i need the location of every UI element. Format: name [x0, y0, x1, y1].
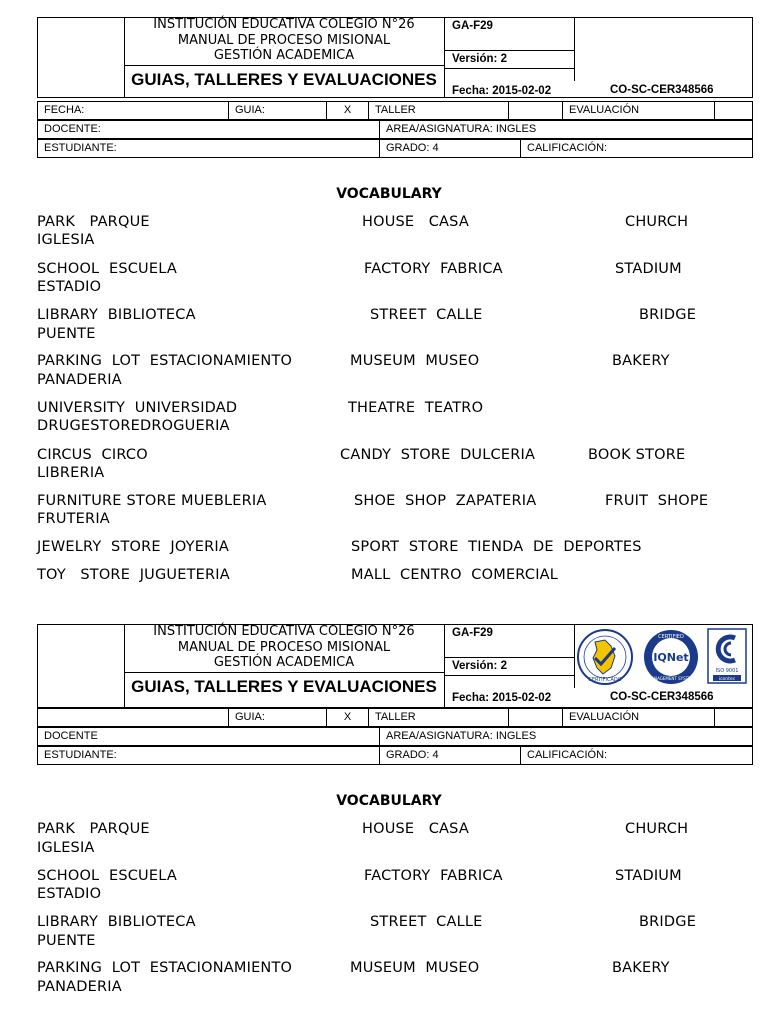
form-row-estudiante: [37, 746, 753, 765]
document-header-2: [37, 624, 753, 708]
evaluacion-box: [714, 709, 754, 726]
guia-mark: X: [326, 709, 368, 726]
vocab-word: DRUGESTOREDROGUERIA: [37, 418, 230, 434]
date: Fecha: 2015-02-02: [452, 85, 552, 97]
vocab-word: STREET CALLE: [370, 307, 483, 323]
vocab-word: CHURCH: [625, 214, 689, 230]
grado-label: GRADO: 4: [379, 140, 520, 157]
form-code: GA-F29: [452, 627, 493, 639]
vocab-word: HOUSE CASA: [362, 821, 469, 837]
vocab-word: HOUSE CASA: [362, 214, 469, 230]
vocab-word: LIBRERIA: [37, 465, 105, 481]
manual-name: MANUAL DE PROCESO MISIONAL: [177, 640, 391, 655]
certificate-code: CO-SC-CER348566: [610, 691, 714, 703]
estudiante-label: ESTUDIANTE:: [44, 749, 117, 761]
version: Versión: 2: [452, 53, 507, 65]
vocab-word: SHOE SHOP ZAPATERIA: [354, 493, 537, 509]
vocab-word: PARKING LOT ESTACIONAMIENTO: [37, 960, 293, 976]
evaluacion-box: [714, 102, 754, 119]
vocabulary-title: VOCABULARY: [336, 186, 442, 202]
document-header: [37, 17, 753, 98]
vocab-word: LIBRARY BIBLIOTECA: [37, 307, 196, 323]
form-row-fecha: [37, 101, 753, 120]
vocab-word: MUSEUM MUSEO: [350, 960, 480, 976]
vocab-word: PANADERIA: [37, 979, 122, 995]
evaluacion-label: EVALUACIÓN: [562, 102, 714, 119]
vocab-word: STREET CALLE: [370, 914, 483, 930]
vocab-word: CHURCH: [625, 821, 689, 837]
colombia-certification-logo: [575, 628, 635, 686]
vocab-word: LIBRARY BIBLIOTECA: [37, 914, 196, 930]
icontec-name: icontec: [718, 677, 736, 682]
vocabulary-title: VOCABULARY: [336, 793, 442, 809]
calificacion-label: CALIFICACIÓN:: [520, 140, 754, 157]
docente-label: DOCENTE:: [44, 123, 101, 135]
vocab-word: TOY STORE JUGUETERIA: [37, 567, 230, 583]
gestion-name: GESTIÓN ACADEMICA: [213, 48, 355, 63]
vocab-word: SCHOOL ESCUELA: [37, 261, 177, 277]
vocab-word: BRIDGE: [639, 307, 697, 323]
taller-label: TALLER: [368, 709, 508, 726]
vocab-word: ESTADIO: [37, 279, 102, 295]
area-label: AREA/ASIGNATURA: INGLES: [379, 728, 754, 745]
vocab-word: BOOK STORE: [588, 447, 686, 463]
guia-mark: X: [326, 102, 368, 119]
date: Fecha: 2015-02-02: [452, 692, 552, 704]
vocab-word: IGLESIA: [37, 840, 95, 856]
vocab-word: FACTORY FABRICA: [364, 261, 503, 277]
institution-name: INSTITUCIÓN EDUCATIVA COLEGIO N°26: [153, 624, 415, 639]
docente-label: DOCENTE: [44, 730, 98, 742]
vocab-word: PARK PARQUE: [37, 214, 150, 230]
vocab-word: FURNITURE STORE MUEBLERIA: [37, 493, 267, 509]
institution-name: INSTITUCIÓN EDUCATIVA COLEGIO N°26: [153, 17, 415, 32]
evaluacion-label: EVALUACIÓN: [562, 709, 714, 726]
vocab-word: STADIUM: [615, 868, 682, 884]
vocab-word: CIRCUS CIRCO: [37, 447, 148, 463]
taller-box: [508, 102, 562, 119]
iqnet-top-text: CERTIFIED: [658, 634, 684, 640]
form-row-docente: [37, 727, 753, 746]
guia-label: GUIA:: [228, 709, 326, 726]
form-row-guia: [37, 708, 753, 727]
form-code: GA-F29: [452, 20, 493, 32]
vocab-word: JEWELRY STORE JOYERIA: [37, 539, 229, 555]
colombia-logo-text: CERTIFICADO: [588, 677, 622, 683]
estudiante-label: ESTUDIANTE:: [44, 142, 117, 154]
document-title: GUIAS, TALLERES Y EVALUACIONES: [131, 70, 437, 89]
vocab-word: STADIUM: [615, 261, 682, 277]
vocab-word: MALL CENTRO COMERCIAL: [351, 567, 559, 583]
vocab-word: THEATRE TEATRO: [348, 400, 484, 416]
vocab-word: MUSEUM MUSEO: [350, 353, 480, 369]
vocab-word: IGLESIA: [37, 232, 95, 248]
form-row-estudiante: [37, 139, 753, 158]
vocab-word: SCHOOL ESCUELA: [37, 868, 177, 884]
manual-name: MANUAL DE PROCESO MISIONAL: [177, 33, 391, 48]
grado-label: GRADO: 4: [379, 747, 520, 764]
icontec-standard: ISO 9001: [715, 668, 739, 674]
vocab-word: BAKERY: [612, 353, 670, 369]
iqnet-logo: [641, 628, 701, 686]
vocab-word: BRIDGE: [639, 914, 697, 930]
version: Versión: 2: [452, 660, 507, 672]
vocab-word: ESTADIO: [37, 886, 102, 902]
vocab-word: PUENTE: [37, 326, 96, 342]
taller-box: [508, 709, 562, 726]
vocab-word: UNIVERSITY UNIVERSIDAD: [37, 400, 238, 416]
form-row-docente: [37, 120, 753, 139]
vocab-word: FRUIT SHOPE: [605, 493, 709, 509]
fecha-label: FECHA:: [44, 104, 85, 116]
icontec-logo: [707, 628, 747, 684]
calificacion-label: CALIFICACIÓN:: [520, 747, 754, 764]
iqnet-bottom-text: MANAGEMENT SYSTEM: [647, 676, 695, 681]
vocab-word: PANADERIA: [37, 372, 122, 388]
document-title: GUIAS, TALLERES Y EVALUACIONES: [131, 677, 437, 696]
guia-label: GUIA:: [228, 102, 326, 119]
taller-label: TALLER: [368, 102, 508, 119]
certificate-code: CO-SC-CER348566: [610, 84, 714, 96]
fecha-box: [38, 709, 228, 726]
gestion-name: GESTIÓN ACADEMICA: [213, 655, 355, 670]
vocab-word: FACTORY FABRICA: [364, 868, 503, 884]
vocab-word: SPORT STORE TIENDA DE DEPORTES: [351, 539, 642, 555]
area-label: AREA/ASIGNATURA: INGLES: [379, 121, 754, 138]
iqnet-name: IQNet: [653, 651, 689, 664]
vocab-word: FRUTERIA: [37, 511, 110, 527]
vocab-word: BAKERY: [612, 960, 670, 976]
vocab-word: PARKING LOT ESTACIONAMIENTO: [37, 353, 293, 369]
vocab-word: CANDY STORE DULCERIA: [340, 447, 536, 463]
vocab-word: PARK PARQUE: [37, 821, 150, 837]
vocab-word: PUENTE: [37, 933, 96, 949]
